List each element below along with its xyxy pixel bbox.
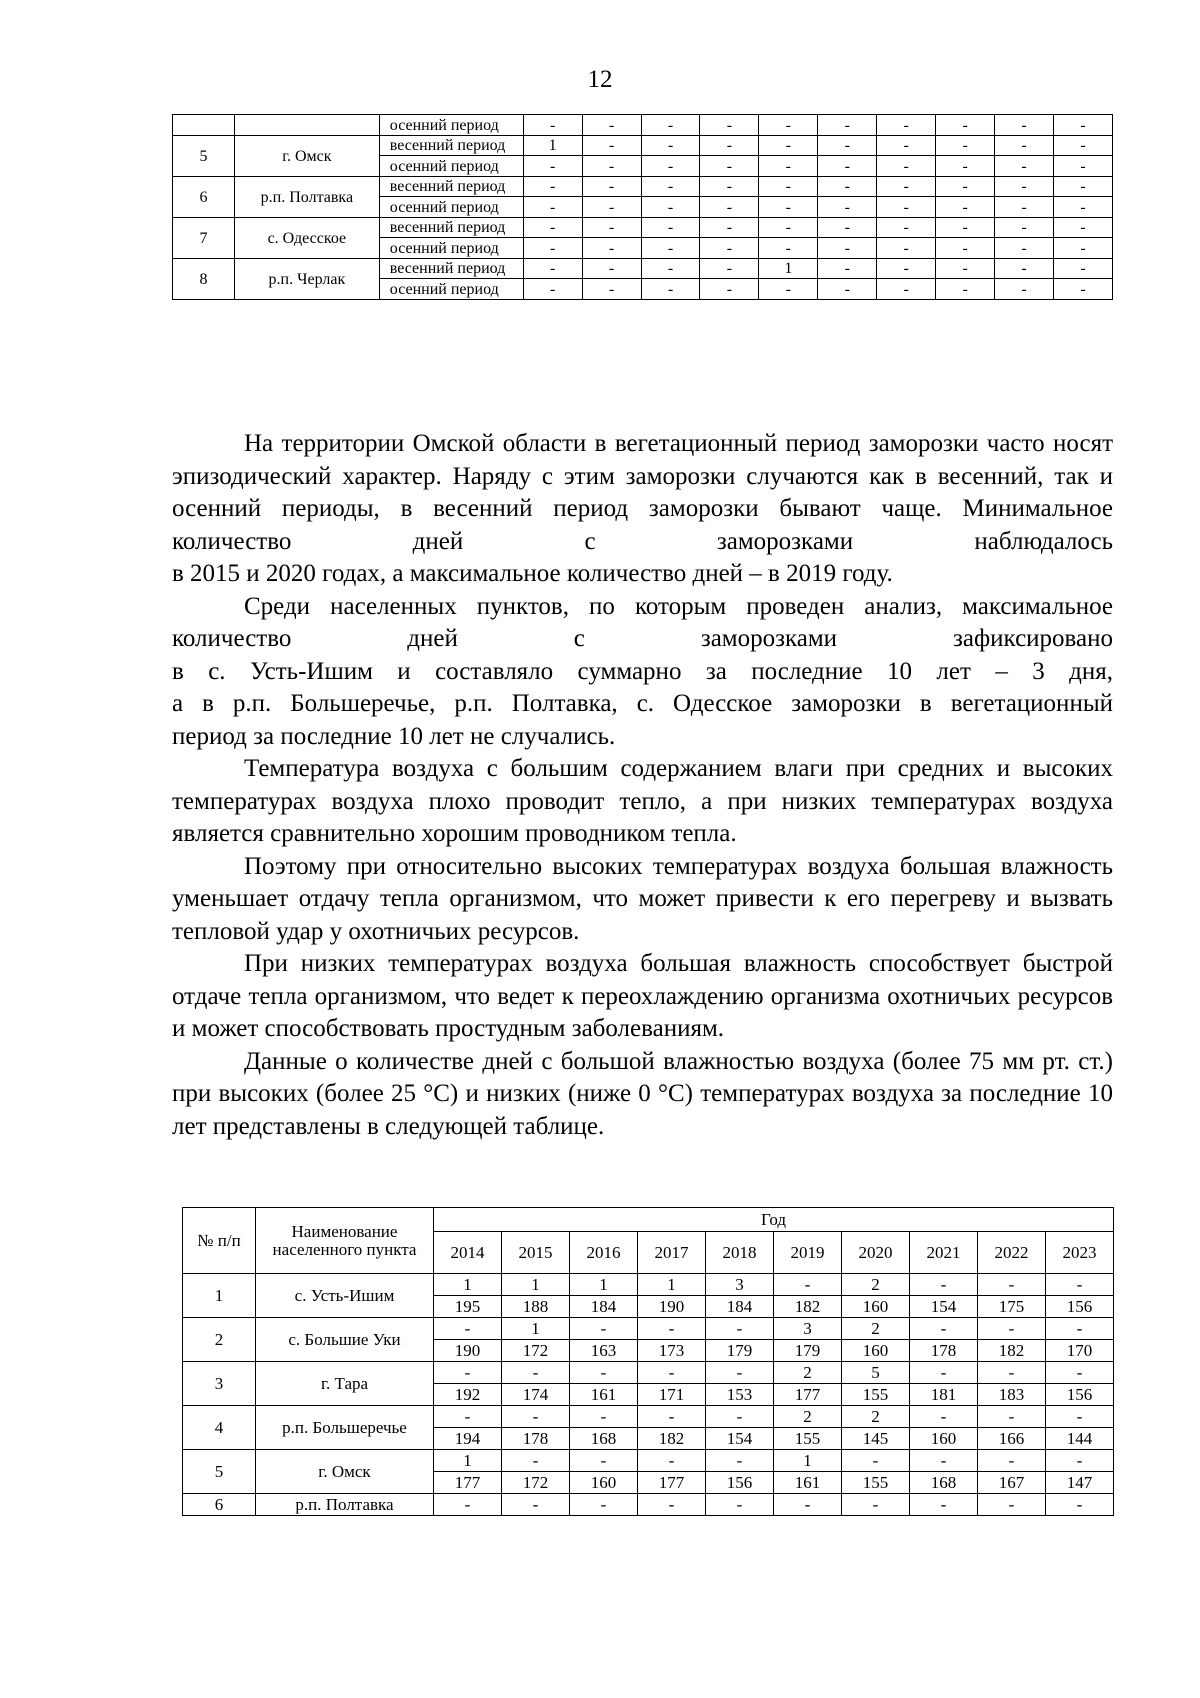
period-label: весенний период — [379, 259, 523, 279]
table-cell: 145 — [842, 1428, 910, 1450]
table-cell: - — [910, 1406, 978, 1428]
year-header: 2021 — [910, 1232, 978, 1274]
year-header: 2022 — [978, 1232, 1046, 1274]
settlement-name: р.п. Полтавка — [256, 1494, 434, 1516]
table-cell: - — [936, 238, 995, 259]
table-cell: - — [638, 1318, 706, 1340]
table-cell: - — [1046, 1318, 1114, 1340]
row-number: 6 — [173, 177, 235, 218]
table-cell: - — [978, 1274, 1046, 1296]
table-cell: - — [774, 1494, 842, 1516]
table-cell: - — [818, 136, 877, 156]
year-header: 2014 — [434, 1232, 502, 1274]
table-cell: - — [877, 238, 936, 259]
table-cell: - — [759, 156, 818, 177]
table-cell: - — [641, 238, 700, 259]
table-cell: - — [910, 1450, 978, 1472]
table-cell: 155 — [774, 1428, 842, 1450]
table-row — [183, 1406, 1114, 1428]
settlement-name: с. Большие Уки — [256, 1318, 434, 1362]
table-cell: - — [818, 197, 877, 218]
table-cell: 168 — [570, 1428, 638, 1450]
settlement-name: г. Тара — [256, 1362, 434, 1406]
settlement-name: р.п. Большеречье — [256, 1406, 434, 1450]
table-row — [183, 1494, 1114, 1516]
table-cell: - — [818, 279, 877, 300]
text-line: а в р.п. Большеречье, р.п. Полтавка, с. Одесское заморозки в вегетационный — [172, 690, 1113, 717]
table-cell: - — [936, 218, 995, 238]
table-cell: - — [936, 197, 995, 218]
table-cell: 172 — [502, 1340, 570, 1362]
table-cell: - — [523, 238, 582, 259]
row-number: 7 — [173, 218, 235, 259]
table-row — [183, 1450, 1114, 1472]
table-cell: 177 — [638, 1472, 706, 1494]
table-row — [173, 177, 1113, 197]
table-cell: - — [1046, 1494, 1114, 1516]
header-number: № п/п — [183, 1208, 256, 1274]
table-cell: 2 — [842, 1406, 910, 1428]
period-label: осенний период — [379, 156, 523, 177]
table-cell: 173 — [638, 1340, 706, 1362]
table-row — [173, 259, 1113, 279]
table-cell: - — [641, 156, 700, 177]
table-cell: - — [700, 238, 759, 259]
table-cell: 194 — [434, 1428, 502, 1450]
table-cell: - — [582, 238, 641, 259]
table-cell: - — [700, 136, 759, 156]
table-cell: - — [700, 177, 759, 197]
table-cell: 161 — [774, 1472, 842, 1494]
settlement-name: с. Одесское — [234, 218, 379, 259]
period-label: осенний период — [379, 238, 523, 259]
settlement-name: г. Омск — [234, 136, 379, 177]
table-row — [183, 1274, 1114, 1296]
table-cell: - — [1046, 1362, 1114, 1384]
table-cell: - — [1053, 238, 1112, 259]
table-cell: 1 — [523, 136, 582, 156]
table-cell: 147 — [1046, 1472, 1114, 1494]
table-cell: 1 — [759, 259, 818, 279]
table-cell: - — [936, 279, 995, 300]
table-cell: - — [910, 1318, 978, 1340]
row-number: 5 — [183, 1450, 256, 1494]
table-cell: - — [582, 259, 641, 279]
text-line: количество дней с заморозками зафиксировано — [172, 625, 1113, 652]
table-cell: - — [641, 259, 700, 279]
table-cell: - — [818, 115, 877, 136]
year-header: 2023 — [1046, 1232, 1114, 1274]
table-cell: - — [877, 218, 936, 238]
table-cell: - — [700, 197, 759, 218]
table-cell: - — [978, 1318, 1046, 1340]
table-cell: - — [995, 259, 1054, 279]
table-cell: 179 — [774, 1340, 842, 1362]
table-cell: - — [818, 259, 877, 279]
table-cell: 182 — [638, 1428, 706, 1450]
table-cell: - — [1053, 115, 1112, 136]
frost-days-table — [172, 114, 1113, 300]
table-cell: 160 — [570, 1472, 638, 1494]
humidity-days-table — [182, 1207, 1114, 1516]
table-cell: - — [978, 1362, 1046, 1384]
table-row — [173, 218, 1113, 238]
table-cell: - — [1053, 279, 1112, 300]
table-cell: - — [995, 136, 1054, 156]
table-cell: - — [1053, 259, 1112, 279]
table-cell: 179 — [706, 1340, 774, 1362]
table-cell: 182 — [978, 1340, 1046, 1362]
table-cell: - — [978, 1494, 1046, 1516]
table-cell: - — [570, 1406, 638, 1428]
table-row — [173, 115, 1113, 136]
table-row — [173, 136, 1113, 156]
table-cell: - — [759, 218, 818, 238]
table-cell: 1 — [434, 1274, 502, 1296]
table-cell: - — [877, 115, 936, 136]
table-cell: - — [818, 218, 877, 238]
table-cell: - — [910, 1494, 978, 1516]
paragraph-overcooling: При низких температурах воздуха большая влажность способствует быстрой отдаче тепла организмом, что ведет к переохлаждению организма охотничьих ресурсов и может способствовать простудным заболеваниям. — [172, 950, 1113, 1042]
table-cell: - — [877, 279, 936, 300]
table-cell: 184 — [706, 1296, 774, 1318]
table-cell: - — [582, 177, 641, 197]
table-cell: 3 — [706, 1274, 774, 1296]
settlement-name: р.п. Черлак — [234, 259, 379, 300]
year-header: 2019 — [774, 1232, 842, 1274]
table-cell: - — [1053, 177, 1112, 197]
table-cell: - — [502, 1450, 570, 1472]
table-cell: - — [759, 279, 818, 300]
table-cell: 2 — [842, 1318, 910, 1340]
table-cell: - — [582, 115, 641, 136]
year-header: 2017 — [638, 1232, 706, 1274]
table-cell: 171 — [638, 1384, 706, 1406]
table-cell: 154 — [910, 1296, 978, 1318]
table-cell: - — [700, 156, 759, 177]
table-cell: - — [641, 136, 700, 156]
table-cell: - — [1053, 156, 1112, 177]
table-cell: - — [641, 218, 700, 238]
table-cell: - — [570, 1450, 638, 1472]
table-cell: - — [936, 115, 995, 136]
table-cell: 161 — [570, 1384, 638, 1406]
table-cell: - — [523, 177, 582, 197]
table-cell: 1 — [502, 1318, 570, 1340]
table-cell: - — [877, 259, 936, 279]
table-cell: - — [638, 1450, 706, 1472]
table-cell: 167 — [978, 1472, 1046, 1494]
table-cell: - — [759, 197, 818, 218]
table-cell: - — [641, 197, 700, 218]
table-cell: - — [910, 1274, 978, 1296]
text-line: Среди населенных пунктов, по которым проведен анализ, максимальное — [244, 592, 1113, 620]
table-cell: - — [1053, 136, 1112, 156]
table-cell: - — [759, 136, 818, 156]
table-cell: - — [700, 218, 759, 238]
table-cell: - — [434, 1494, 502, 1516]
table-cell: 192 — [434, 1384, 502, 1406]
table-cell: 166 — [978, 1428, 1046, 1450]
row-number: 6 — [183, 1494, 256, 1516]
table-cell: - — [523, 156, 582, 177]
table-cell: - — [995, 218, 1054, 238]
table-cell: 184 — [570, 1296, 638, 1318]
table-cell: - — [706, 1494, 774, 1516]
table-cell: 1 — [638, 1274, 706, 1296]
table-cell: 155 — [842, 1384, 910, 1406]
table-cell: 1 — [502, 1274, 570, 1296]
table-cell: 183 — [978, 1384, 1046, 1406]
table-cell: - — [434, 1362, 502, 1384]
table-cell: - — [638, 1362, 706, 1384]
period-label: осенний период — [379, 197, 523, 218]
table-cell: 160 — [842, 1340, 910, 1362]
table-cell: 153 — [706, 1384, 774, 1406]
table-cell: 177 — [434, 1472, 502, 1494]
table-cell: - — [1046, 1450, 1114, 1472]
text-line: период за последние 10 лет не случались. — [172, 722, 616, 750]
table-cell: - — [434, 1318, 502, 1340]
row-number: 3 — [183, 1362, 256, 1406]
year-header: 2018 — [706, 1232, 774, 1274]
table-cell: - — [877, 156, 936, 177]
table-cell: - — [877, 136, 936, 156]
table-cell: - — [1046, 1406, 1114, 1428]
table-row — [183, 1362, 1114, 1384]
table-cell: - — [502, 1362, 570, 1384]
table-cell: - — [1053, 218, 1112, 238]
table-cell: 2 — [774, 1406, 842, 1428]
table-cell: - — [582, 156, 641, 177]
table-cell: 177 — [774, 1384, 842, 1406]
table-cell: 190 — [638, 1296, 706, 1318]
row-number: 1 — [183, 1274, 256, 1318]
table-cell: - — [700, 115, 759, 136]
table-cell: - — [700, 279, 759, 300]
table-cell: - — [570, 1494, 638, 1516]
table-cell: - — [774, 1274, 842, 1296]
table-cell: - — [582, 197, 641, 218]
table-cell: - — [877, 197, 936, 218]
table-cell: 156 — [1046, 1384, 1114, 1406]
row-number: 2 — [183, 1318, 256, 1362]
table-cell: - — [995, 156, 1054, 177]
table-cell: 160 — [910, 1428, 978, 1450]
year-header: 2016 — [570, 1232, 638, 1274]
table-cell: - — [641, 115, 700, 136]
table-cell: - — [842, 1494, 910, 1516]
table-cell: - — [995, 279, 1054, 300]
table-cell: 178 — [910, 1340, 978, 1362]
table-cell: - — [582, 279, 641, 300]
table-cell: - — [1053, 197, 1112, 218]
table-cell: 182 — [774, 1296, 842, 1318]
table-cell: 1 — [774, 1450, 842, 1472]
table-cell: 178 — [502, 1428, 570, 1450]
table-cell: 156 — [1046, 1296, 1114, 1318]
table-cell: 155 — [842, 1472, 910, 1494]
table-cell: - — [523, 279, 582, 300]
table-cell: - — [582, 218, 641, 238]
table-cell: 3 — [774, 1318, 842, 1340]
table-cell: - — [582, 136, 641, 156]
table-cell: - — [502, 1494, 570, 1516]
table-cell: - — [818, 238, 877, 259]
row-number: 8 — [173, 259, 235, 300]
period-label: осенний период — [379, 279, 523, 300]
row-number: 5 — [173, 136, 235, 177]
table-cell: - — [995, 177, 1054, 197]
settlement-name: г. Омск — [256, 1450, 434, 1494]
table-cell: 190 — [434, 1340, 502, 1362]
paragraph-frost-summary: На территории Омской области в вегетационный период заморозки часто носят эпизодический характер. Наряду с этим заморозки случаются как в весенний, так и осенний периоды, в весенний период заморозки бывают чаще. Минимальное количество дней с заморозками наблюдалось — [172, 430, 1113, 555]
text-line: в с. Усть-Ишим и составляло суммарно за последние 10 лет – 3 дня, — [172, 657, 1113, 685]
table-cell: - — [936, 136, 995, 156]
year-header: 2015 — [502, 1232, 570, 1274]
table-cell: 170 — [1046, 1340, 1114, 1362]
table-cell: - — [759, 177, 818, 197]
paragraph-table-intro: Данные о количестве дней с большой влажностью воздуха (более 75 мм рт. ст.) при высоких (более 25 °С) и низких (ниже 0 °С) температурах воздуха за последние 10 лет представлены в следующей таблице. — [172, 1047, 1113, 1140]
table-cell: 1 — [570, 1274, 638, 1296]
year-header: 2020 — [842, 1232, 910, 1274]
table-cell: - — [936, 156, 995, 177]
table-cell: 160 — [842, 1296, 910, 1318]
paragraph-frost-locations — [172, 591, 1113, 754]
table-cell: 2 — [842, 1274, 910, 1296]
table-cell: - — [706, 1450, 774, 1472]
table-cell: 2 — [774, 1362, 842, 1384]
table-cell: - — [638, 1406, 706, 1428]
table-cell: - — [523, 218, 582, 238]
header-year: Год — [434, 1208, 1114, 1232]
settlement-name: р.п. Полтавка — [234, 177, 379, 218]
table-cell: 181 — [910, 1384, 978, 1406]
settlement-name: с. Усть-Ишим — [256, 1274, 434, 1318]
period-label: осенний период — [379, 115, 523, 136]
table-cell: 144 — [1046, 1428, 1114, 1450]
period-label: весенний период — [379, 218, 523, 238]
period-label: весенний период — [379, 177, 523, 197]
table-cell: - — [995, 197, 1054, 218]
table-cell: - — [877, 177, 936, 197]
table-cell: 188 — [502, 1296, 570, 1318]
table-cell: - — [706, 1406, 774, 1428]
table-cell: - — [523, 259, 582, 279]
paragraph-overheating: Поэтому при относительно высоких температурах воздуха большая влажность уменьшает отдачу тепла организмом, что может привести к его перегреву и вызвать тепловой удар у охотничьих ресурсов. — [172, 852, 1113, 945]
table-cell: - — [910, 1362, 978, 1384]
table-cell: - — [502, 1406, 570, 1428]
paragraph-frost-summary-end: в 2015 и 2020 годах, а максимальное количество дней – в 2019 году. — [172, 560, 893, 587]
table-cell: - — [523, 115, 582, 136]
table-cell: - — [759, 238, 818, 259]
table-cell: - — [818, 177, 877, 197]
table-cell: - — [995, 238, 1054, 259]
table-cell: - — [759, 115, 818, 136]
table-cell: 175 — [978, 1296, 1046, 1318]
table-cell: - — [978, 1406, 1046, 1428]
table-cell: - — [842, 1450, 910, 1472]
table-cell: - — [638, 1494, 706, 1516]
table-cell: 172 — [502, 1472, 570, 1494]
table-row — [183, 1318, 1114, 1340]
table-cell: - — [434, 1406, 502, 1428]
table-cell: 163 — [570, 1340, 638, 1362]
table-cell: 156 — [706, 1472, 774, 1494]
table-cell: - — [700, 259, 759, 279]
page-number: 12 — [587, 66, 613, 93]
period-label: весенний период — [379, 136, 523, 156]
table-cell: - — [706, 1362, 774, 1384]
table-cell: - — [523, 197, 582, 218]
table-cell: 174 — [502, 1384, 570, 1406]
table-cell: - — [936, 259, 995, 279]
table-cell: - — [570, 1318, 638, 1340]
table-cell: - — [936, 177, 995, 197]
table-cell: - — [978, 1450, 1046, 1472]
table-cell: 1 — [434, 1450, 502, 1472]
table-cell: - — [641, 279, 700, 300]
table-cell: - — [818, 156, 877, 177]
table-cell: - — [706, 1318, 774, 1340]
table-cell: 5 — [842, 1362, 910, 1384]
row-number — [173, 115, 235, 136]
row-number: 4 — [183, 1406, 256, 1450]
paragraph-humid-air: Температура воздуха с большим содержанием влаги при средних и высоких температурах воздуха плохо проводит тепло, а при низких температурах воздуха является сравнительно хорошим проводником тепла. — [172, 755, 1113, 847]
table-cell: - — [1046, 1274, 1114, 1296]
table-cell: 154 — [706, 1428, 774, 1450]
table-cell: - — [641, 177, 700, 197]
table-cell: 168 — [910, 1472, 978, 1494]
header-settlement-name: Наименование населенного пункта — [256, 1208, 434, 1274]
table-cell: - — [995, 115, 1054, 136]
settlement-name — [234, 115, 379, 136]
table-cell: 195 — [434, 1296, 502, 1318]
table-cell: - — [570, 1362, 638, 1384]
body-text — [172, 428, 1113, 1143]
